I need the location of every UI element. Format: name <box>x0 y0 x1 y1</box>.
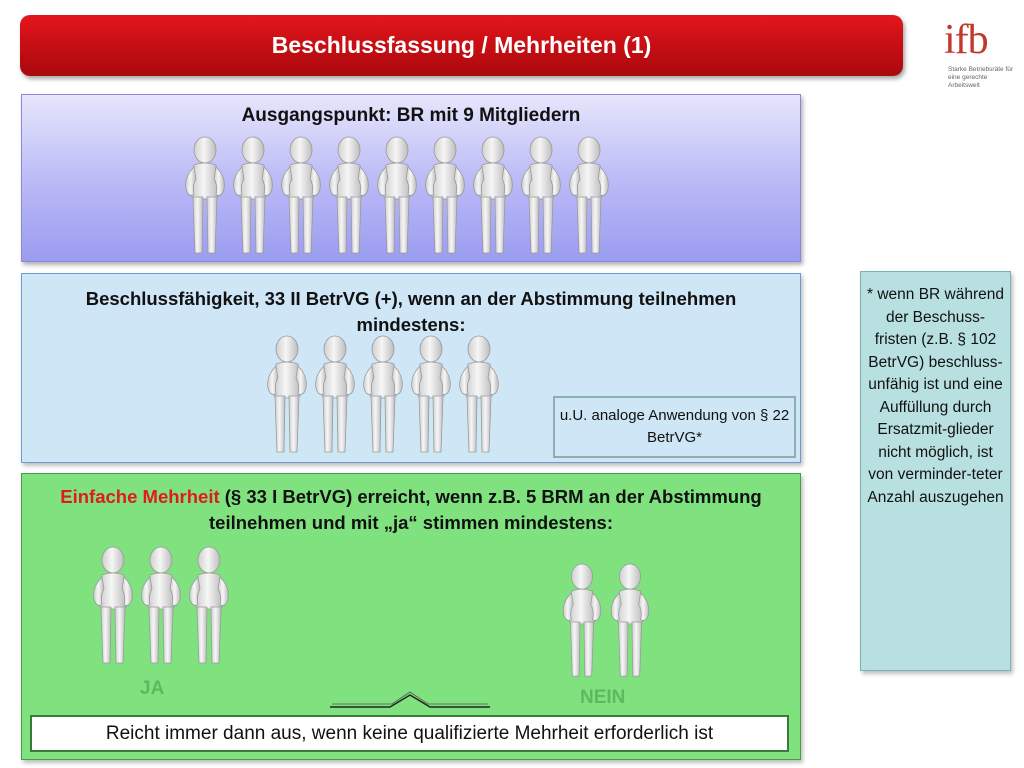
person-figure-icon <box>276 135 326 257</box>
person-figure-icon <box>557 562 607 680</box>
person-figure-icon <box>180 135 230 257</box>
person-figure-icon <box>358 334 408 456</box>
comparison-bracket-icon <box>330 690 490 710</box>
person-figure-icon <box>516 135 566 257</box>
title-bar <box>20 15 903 76</box>
person-figure-icon <box>88 544 138 668</box>
no-label: NEIN <box>580 687 626 708</box>
person-figure-icon <box>605 562 655 680</box>
analog-application-note: u.U. analoge Anwendung von § 22 BetrVG* <box>553 396 796 458</box>
person-figure-icon <box>468 135 518 257</box>
person-figure-icon <box>310 334 360 456</box>
no-voters-group <box>557 562 653 680</box>
simple-majority-heading-rest: (§ 33 I BetrVG) erreicht, wenn z.B. 5 BRM an der Abstimmung teilnehmen und mit „ja“ stimmen mindestens: <box>209 486 762 533</box>
person-figure-icon <box>324 135 374 257</box>
logo-wordmark: ifb <box>944 17 988 63</box>
starting-point-panel <box>21 94 801 262</box>
person-figure-icon <box>372 135 422 257</box>
yes-label: JA <box>140 678 165 699</box>
yes-voters-group <box>88 544 232 668</box>
side-note: * wenn BR während der Beschuss-fristen (z.B. § 102 BetrVG) beschluss-unfähig ist und eine Auffüllung durch Ersatzmit-glieder nicht möglich, ist von verminder-teter Anzahl auszugehen <box>860 271 1011 671</box>
council-members-group <box>180 135 612 257</box>
person-figure-icon <box>454 334 504 456</box>
person-figure-icon <box>184 544 234 668</box>
simple-majority-heading <box>22 484 800 536</box>
quorum-heading: Beschlussfähigkeit, 33 II BetrVG (+), wenn an der Abstimmung teilnehmen mindestens: <box>85 288 737 335</box>
person-figure-icon <box>228 135 278 257</box>
starting-point-heading: Ausgangspunkt: BR mit 9 Mitgliedern <box>241 105 581 126</box>
ifb-logo <box>944 17 1016 92</box>
person-figure-icon <box>420 135 470 257</box>
majority-footer-note: Reicht immer dann aus, wenn keine qualifizierte Mehrheit erforderlich ist <box>30 715 789 752</box>
person-figure-icon <box>406 334 456 456</box>
simple-majority-highlight: Einfache Mehrheit <box>60 486 220 507</box>
person-figure-icon <box>564 135 614 257</box>
page-title: Beschlussfassung / Mehrheiten (1) <box>271 32 652 58</box>
person-figure-icon <box>136 544 186 668</box>
logo-tagline: Starke Betriebsräte für eine gerechte Arbeitswelt <box>948 66 1014 89</box>
person-figure-icon <box>262 334 312 456</box>
quorum-members-group <box>262 334 502 456</box>
